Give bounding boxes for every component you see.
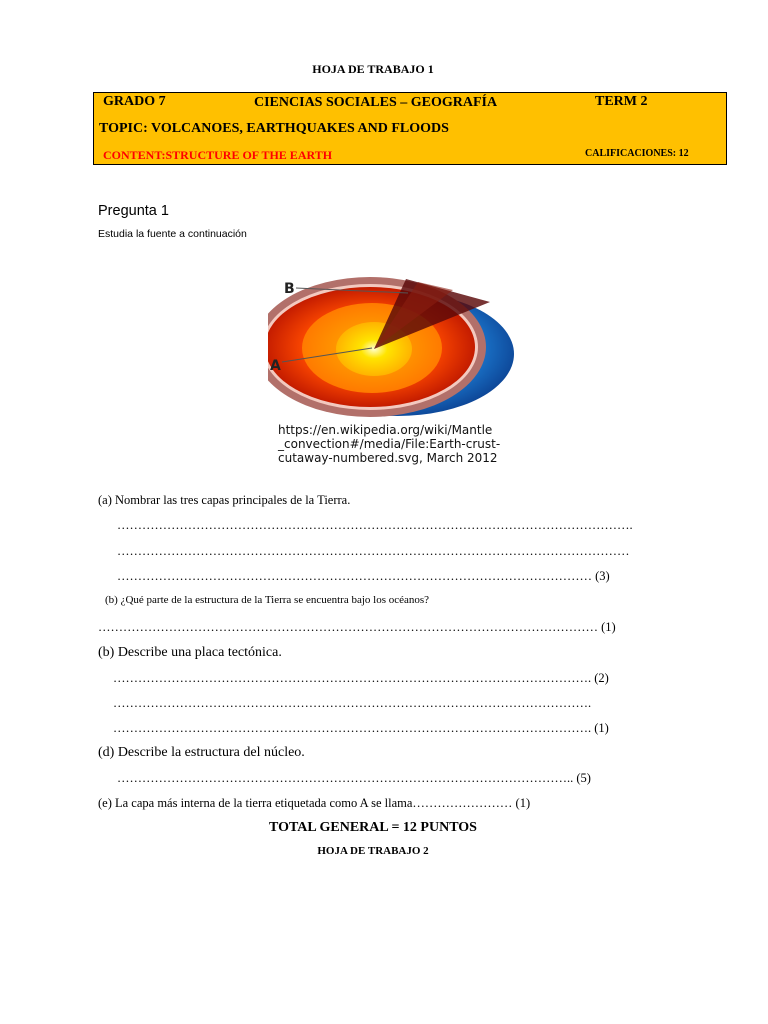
answer-line[interactable]: ……………………………………………………………………………………………………. <box>113 696 592 710</box>
answer-line[interactable]: …………………………………………………………………………………………………………… <box>117 544 630 558</box>
question-d-prompt: (d) Describe la estructura del núcleo. <box>98 745 305 760</box>
content-label: CONTENT:STRUCTURE OF THE EARTH <box>103 148 333 162</box>
label-b: B <box>284 281 295 297</box>
earth-structure-figure <box>268 276 584 466</box>
grade-label: GRADO 7 <box>103 94 166 109</box>
answer-line[interactable]: ……………………………………………………………………………………………………. (1) <box>113 721 609 735</box>
source-line-3: cutaway-numbered.svg, March 2012 <box>278 451 498 465</box>
answer-line[interactable]: ……………………………………………………………………………………………….. (5) <box>117 771 591 785</box>
question-e-prompt: (e) La capa más interna de la tierra etiquetada como A se llama…………………… (1) <box>98 796 531 810</box>
answer-line[interactable]: ………………………………………………………………………………………………………… (1) <box>98 620 616 634</box>
answer-line[interactable]: ……………………………………………………………………………………………………………. <box>117 518 633 532</box>
source-line-2: _convection#/media/File:Earth-crust- <box>278 437 501 451</box>
answer-line[interactable]: ……………………………………………………………………………………………………. (2) <box>113 671 609 685</box>
question-a-prompt: (a) Nombrar las tres capas principales de la Tierra. <box>98 493 351 507</box>
term-label: TERM 2 <box>595 94 648 109</box>
worksheet-title: HOJA DE TRABAJO 1 <box>312 62 434 76</box>
header-box <box>93 92 727 165</box>
next-worksheet-title: HOJA DE TRABAJO 2 <box>317 845 429 857</box>
label-a: A <box>270 358 281 374</box>
marks-label: CALIFICACIONES: 12 <box>585 148 689 159</box>
question-b1-prompt: (b) ¿Qué parte de la estructura de la Tierra se encuentra bajo los océanos? <box>105 594 430 606</box>
subject-label: CIENCIAS SOCIALES – GEOGRAFÍA <box>254 95 498 110</box>
question-title: Pregunta 1 <box>98 203 169 219</box>
topic-label: TOPIC: VOLCANOES, EARTHQUAKES AND FLOODS <box>99 121 449 136</box>
question-instruction: Estudia la fuente a continuación <box>98 228 247 240</box>
question-b2-prompt: (b) Describe una placa tectónica. <box>98 645 282 660</box>
total-score: TOTAL GENERAL = 12 PUNTOS <box>269 820 477 835</box>
answer-line[interactable]: …………………………………………………………………………………………………… (3) <box>117 569 610 583</box>
source-line-1: https://en.wikipedia.org/wiki/Mantle <box>278 423 493 437</box>
